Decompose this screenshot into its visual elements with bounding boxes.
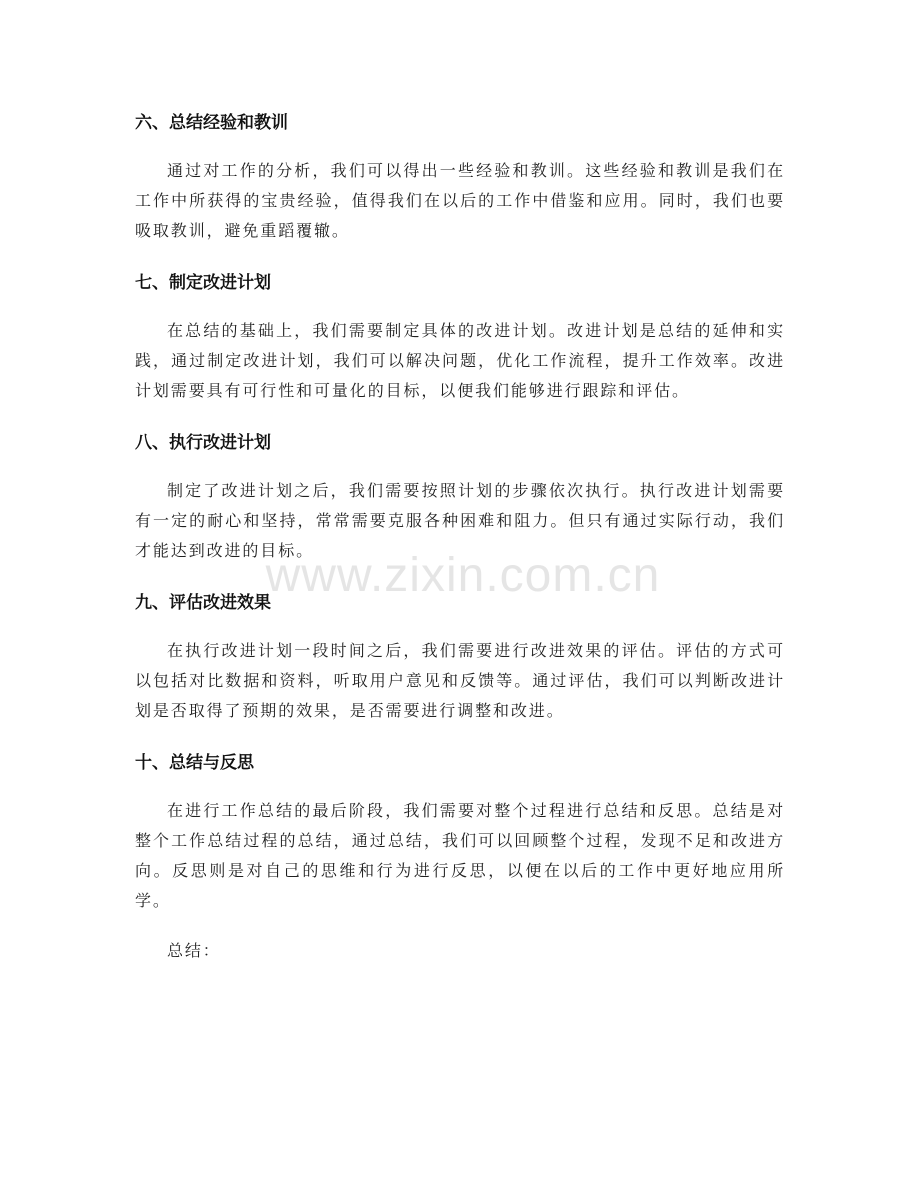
- section-9: [135, 586, 785, 746]
- section-paragraph: 制定了改进计划之后，我们需要按照计划的步骤依次执行。执行改进计划需要有一定的耐心和坚持，常常需要克服各种困难和阻力。但只有通过实际行动，我们才能达到改进的目标。: [135, 481, 785, 560]
- section-paragraph: 在总结的基础上，我们需要制定具体的改进计划。改进计划是总结的延伸和实践，通过制定改进计划，我们可以解决问题，优化工作流程，提升工作效率。改进计划需要具有可行性和可量化的目标，以便我们能够进行跟踪和评估。: [135, 321, 785, 400]
- section-heading: 六、总结经验和教训: [135, 113, 288, 133]
- section-paragraph: 在执行改进计划一段时间之后，我们需要进行改进效果的评估。评估的方式可以包括对比数据和资料，听取用户意见和反馈等。通过评估，我们可以判断改进计划是否取得了预期的效果，是否需要进行调整和改进。: [135, 641, 785, 720]
- section-paragraph: 在进行工作总结的最后阶段，我们需要对整个过程进行总结和反思。总结是对整个工作总结过程的总结，通过总结，我们可以回顾整个过程，发现不足和改进方向。反思则是对自己的思维和行为进行反思，以便在以后的工作中更好地应用所学。: [135, 801, 785, 910]
- section-heading: 九、评估改进效果: [135, 593, 271, 613]
- section-paragraph: 通过对工作的分析，我们可以得出一些经验和教训。这些经验和教训是我们在工作中所获得的宝贵经验，值得我们在以后的工作中借鉴和应用。同时，我们也要吸取教训，避免重蹈覆辙。: [135, 161, 785, 240]
- section-heading: 十、总结与反思: [135, 753, 254, 773]
- section-10: [135, 746, 785, 936]
- document-body: [135, 106, 785, 966]
- closing-label: 总结：: [167, 941, 221, 960]
- watermark-text: www.zixin.com.cn: [265, 549, 661, 602]
- section-heading: 七、制定改进计划: [135, 273, 271, 293]
- section-6: [135, 106, 785, 266]
- section-7: [135, 266, 785, 426]
- section-heading: 八、执行改进计划: [135, 433, 271, 453]
